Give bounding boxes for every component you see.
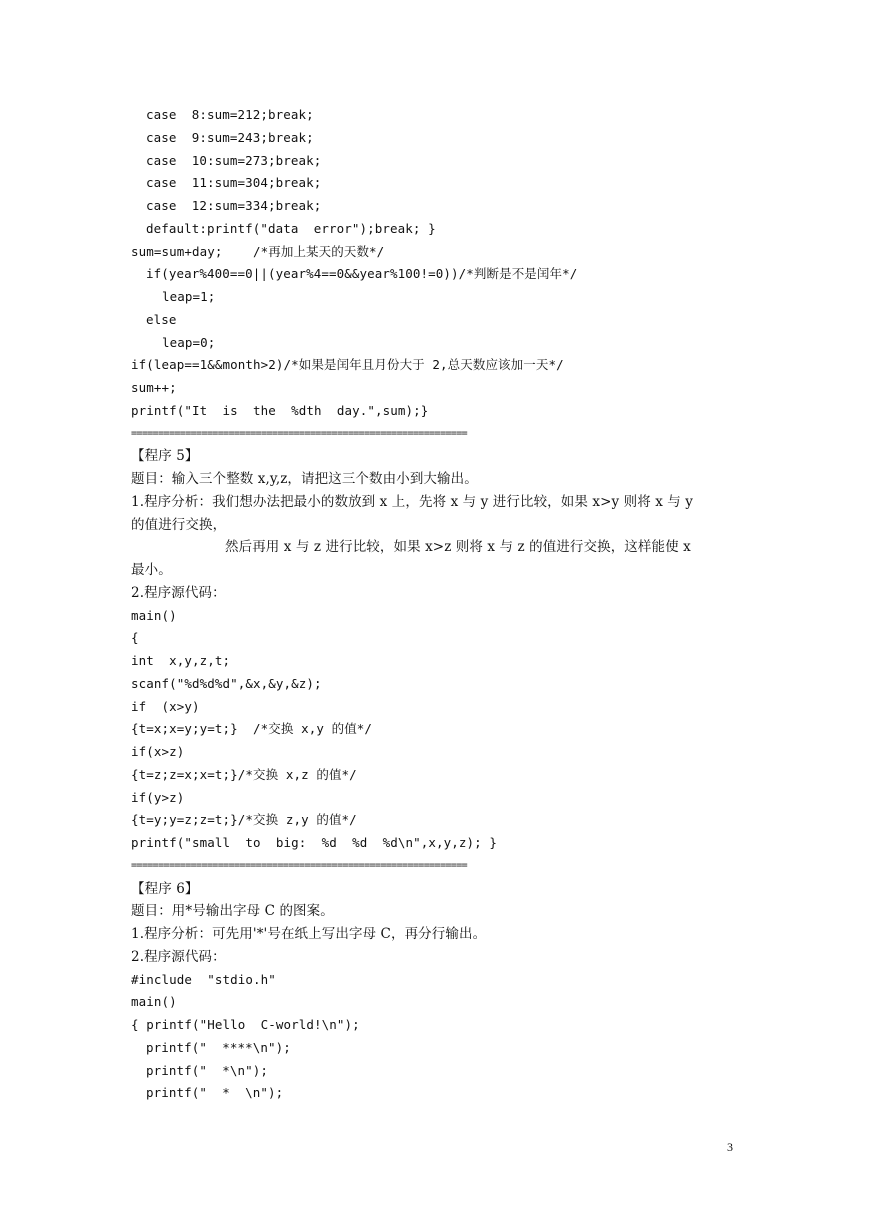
code-line: case 9:sum=243;break; bbox=[146, 129, 314, 145]
analysis-text: 然后再用 x 与 z 进行比较，如果 x>z 则将 x 与 z 的值进行交换，这样能使 x bbox=[225, 539, 691, 556]
separator-line: ============================================================== bbox=[131, 427, 468, 439]
analysis-text: 1.程序分析：可先用'*'号在纸上写出字母 C，再分行输出。 bbox=[131, 926, 487, 942]
separator-line: ============================================================== bbox=[131, 859, 468, 871]
code-line: if(y>z) bbox=[131, 789, 185, 805]
code-line: if(leap==1&&month>2)/*如果是闰年且月份大于 2,总天数应该加一天*/ bbox=[131, 357, 564, 373]
code-line: case 10:sum=273;break; bbox=[146, 152, 322, 168]
section-heading-program-5: 【程序 5】 bbox=[131, 448, 199, 465]
code-line: main() bbox=[131, 994, 177, 1010]
code-line: sum++; bbox=[131, 380, 177, 395]
code-line: printf("small to big: %d %d %d\n",x,y,z); } bbox=[131, 835, 498, 850]
code-line: else bbox=[146, 311, 177, 327]
source-code-label: 2.程序源代码： bbox=[131, 584, 226, 601]
code-line: if(x>z) bbox=[131, 744, 185, 759]
problem-statement: 题目：输入三个整数 x,y,z，请把这三个数由小到大输出。 bbox=[131, 471, 478, 487]
code-line: printf(" * \n"); bbox=[146, 1085, 284, 1101]
code-line: case 8:sum=212;break; bbox=[146, 107, 314, 122]
analysis-text: 的值进行交换， bbox=[131, 516, 227, 533]
code-line: case 12:sum=334;break; bbox=[146, 198, 322, 213]
code-line: leap=1; bbox=[162, 289, 216, 304]
problem-statement: 题目：用*号输出字母 C 的图案。 bbox=[131, 903, 334, 920]
code-line: #include "stdio.h" bbox=[131, 971, 276, 987]
code-line: leap=0; bbox=[162, 334, 216, 350]
code-line: scanf("%d%d%d",&x,&y,&z); bbox=[131, 675, 322, 691]
code-line: sum=sum+day; /*再加上某天的天数*/ bbox=[131, 243, 385, 259]
code-line: default:printf("data error");break; } bbox=[146, 220, 436, 236]
code-line: main() bbox=[131, 607, 177, 623]
code-line: if(year%400==0||(year%4==0&&year%100!=0))/*判断是不是闰年*/ bbox=[146, 266, 578, 282]
analysis-text: 1.程序分析：我们想办法把最小的数放到 x 上，先将 x 与 y 进行比较，如果 x>y 则将 x 与 y bbox=[131, 493, 694, 510]
section-heading-program-6: 【程序 6】 bbox=[131, 880, 199, 897]
page-number: 3 bbox=[727, 1140, 733, 1154]
code-line: printf("It is the %dth day.",sum);} bbox=[131, 402, 429, 418]
code-line: case 11:sum=304;break; bbox=[146, 175, 322, 191]
code-line: {t=z;z=x;x=t;}/*交换 x,z 的值*/ bbox=[131, 766, 357, 782]
code-line: if (x>y) bbox=[131, 698, 200, 714]
code-line: printf(" *\n"); bbox=[146, 1062, 269, 1078]
document-body bbox=[131, 104, 751, 1105]
code-line: {t=x;x=y;y=t;} /*交换 x,y 的值*/ bbox=[131, 721, 373, 737]
code-line: { bbox=[131, 630, 139, 646]
analysis-text: 最小。 bbox=[131, 562, 172, 578]
code-line: {t=y;y=z;z=t;}/*交换 z,y 的值*/ bbox=[131, 812, 357, 828]
code-line: printf(" ****\n"); bbox=[146, 1039, 291, 1055]
code-line: int x,y,z,t; bbox=[131, 653, 231, 668]
source-code-label: 2.程序源代码： bbox=[131, 948, 226, 965]
code-line: { printf("Hello C-world!\n"); bbox=[131, 1017, 360, 1032]
